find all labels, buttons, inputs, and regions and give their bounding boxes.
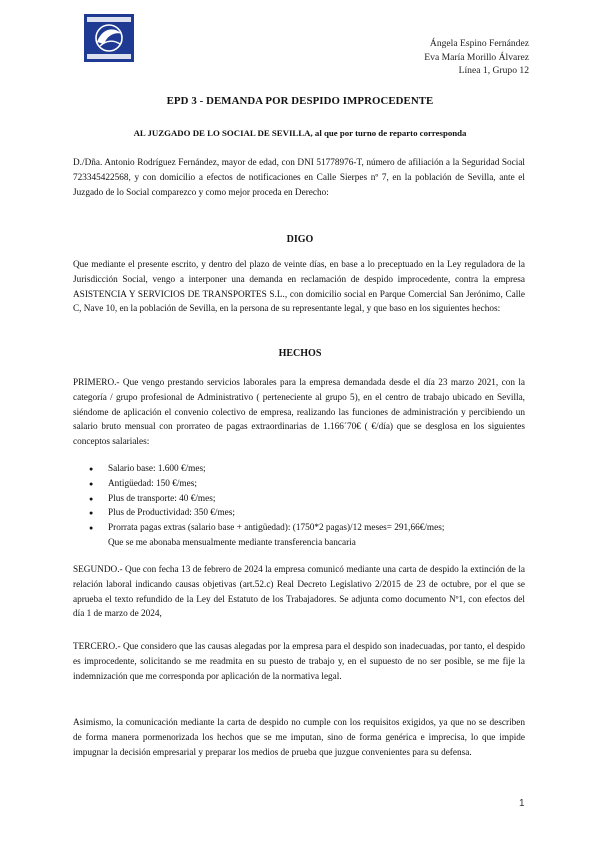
tercero-paragraph: TERCERO.- Que considero que las causas alegadas por la empresa para el despido son inadecuadas, por tanto, el despido es improcedente, solicitando se me readmita en su puesto de trabajo y, en el supuesto de no ser posible, se me fije la indemnización que me corresponda por aplicación de la normativa legal. [73, 642, 525, 682]
page-number: 1 [519, 798, 525, 809]
list-item: ● Plus de Productividad: 350 €/mes; [73, 506, 525, 521]
asimismo-paragraph: Asimismo, la comunicación mediante la carta de despido no cumple con los requisitos exigidos, ya que no se describen de forma manera pormenorizada los hechos que se me imputan, sino de forma genérica e imprecisa, lo que impide impugnar la decisión empresarial y preparar los medios de prueba que juzgue convenientes para su defensa. [73, 718, 525, 758]
digo-paragraph: Que mediante el presente escrito, y dentro del plazo de veinte días, en base a lo preceptuado en la Ley reguladora de la Jurisdicción Social, vengo a interponer una demanda en reclamación de despido improcedente, contra la empresa ASISTENCIA Y SERVICIOS DE TRANSPORTES S.L., con domicilio social en Parque Comercial San Jerónimo, Calle C, Nave 10, en la población de Sevilla, en la persona de su representante legal, y que baso en los siguientes hechos: [73, 260, 525, 315]
digo-heading: DIGO [286, 234, 314, 245]
list-item: ● Plus de transporte: 40 €/mes; [73, 492, 525, 507]
list-item: ● Antigüedad: 150 €/mes; [73, 477, 525, 492]
author-name: Ángela Espino Fernández [429, 38, 529, 49]
court-addressee: AL JUZGADO DE LO SOCIAL DE SEVILLA, al que por turno de reparto corresponda [133, 128, 467, 138]
list-item: ● Salario base: 1.600 €/mes; [73, 462, 525, 477]
payment-note: Que se me abonaba mensualmente mediante transferencia bancaria [108, 537, 356, 548]
primero-paragraph: PRIMERO.- Que vengo prestando servicios laborales para la empresa demandada desde el día 23 marzo 2021, con la categoría / grupo profesional de Administrativo ( perteneciente al grupo 5), en el centro de trabajo ubicado en Sevilla, siéndome de aplicación el convenio colectivo de empresa, realizando las funciones de administración y percibiendo un salario bruto mensual con prorrateo de pagas extraordinarias de 1.166´70€ ( €/día) que se desglosa en los siguientes conceptos salariales: [73, 378, 525, 448]
document-title: EPD 3 - DEMANDA POR DESPIDO IMPROCEDENTE [166, 95, 434, 107]
list-item: ● Prorrata pagas extras (salario base + antigüedad): (1750*2 pagas)/12 meses= 291,66€/mes; [73, 521, 525, 536]
author-name: Eva María Morillo Álvarez [424, 51, 529, 63]
authors-block [424, 37, 529, 78]
intro-paragraph: D./Dña. Antonio Rodríguez Fernández, mayor de edad, con DNI 51778976-T, número de afiliación a la Seguridad Social 723345422568, y con domicilio a efectos de notificaciones en Calle Sierpes nº 7, en la población de Sevilla, ante el Juzgado de lo Social comparezco y como mejor proceda en Derecho: [73, 158, 525, 198]
university-logo [84, 14, 134, 62]
segundo-paragraph: SEGUNDO.- Que con fecha 13 de febrero de 2024 la empresa comunicó mediante una carta de despido la extinción de la relación laboral indicando causas objetivas (art.52.c) Real Decreto Legislativo 2/2015 de 23 de octubre, por el que se aprueba el texto refundido de la Ley del Estatuto de los Trabajadores. Se adjunta como documento Nº1, con efectos del día 1 de marzo de 2024, [73, 565, 525, 620]
group-line: Línea 1, Grupo 12 [458, 65, 529, 77]
salary-concepts-list [73, 462, 525, 551]
hechos-heading: HECHOS [278, 348, 322, 359]
